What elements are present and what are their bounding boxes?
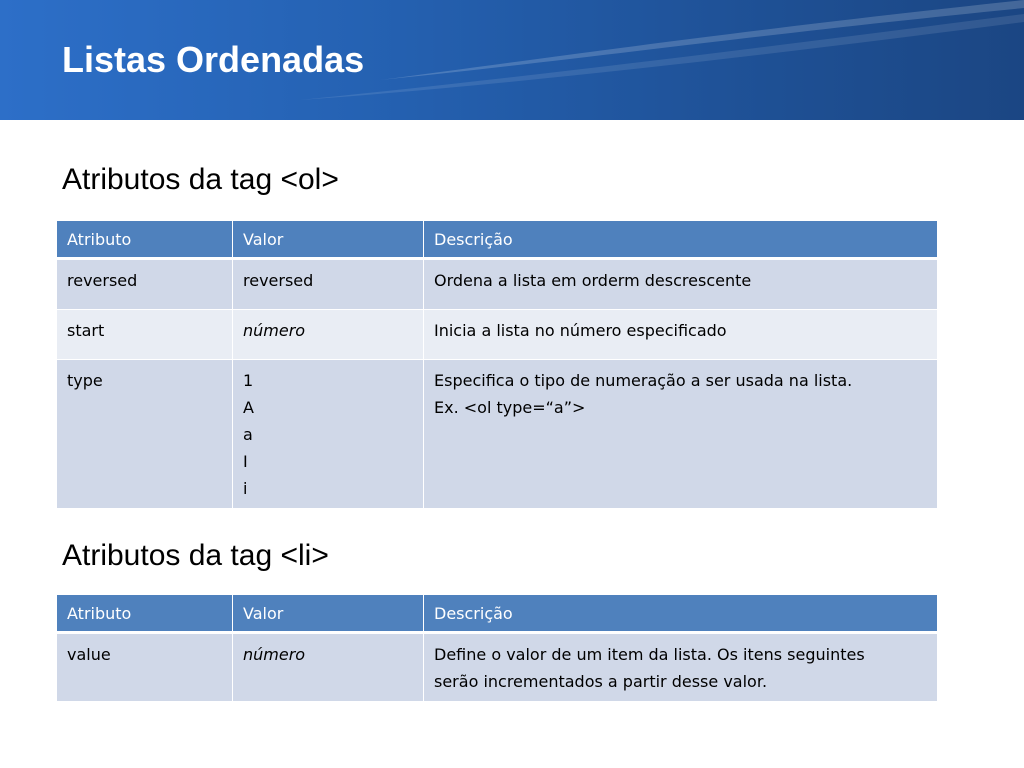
ol-attributes-table — [56, 220, 938, 509]
column-header-value: Valor — [233, 221, 424, 259]
value-cell — [233, 360, 424, 509]
description-cell: Ordena a lista em orderm descrescente — [424, 259, 938, 310]
table-row — [57, 633, 938, 702]
description-line: Define o valor de um item da lista. Os itens seguintes — [434, 645, 865, 664]
li-attributes-table — [56, 594, 938, 702]
column-header-attribute: Atributo — [57, 595, 233, 633]
section-heading-li: Atributos da tag <li> — [62, 539, 329, 572]
value-cell: reversed — [233, 259, 424, 310]
value-cell: número — [233, 633, 424, 702]
value-option: 1 — [243, 371, 254, 390]
description-line: Especifica o tipo de numeração a ser usada na lista. — [434, 371, 853, 390]
table-header-row — [57, 595, 938, 633]
attribute-cell: reversed — [57, 259, 233, 310]
attribute-cell: value — [57, 633, 233, 702]
description-cell — [424, 360, 938, 509]
table-row — [57, 360, 938, 509]
column-header-value: Valor — [233, 595, 424, 633]
attribute-cell: type — [57, 360, 233, 509]
section-heading-ol: Atributos da tag <ol> — [62, 163, 339, 196]
table-row — [57, 310, 938, 360]
value-cell: número — [233, 310, 424, 360]
table-row — [57, 259, 938, 310]
value-option: I — [243, 452, 248, 471]
column-header-description: Descrição — [424, 221, 938, 259]
title-bar — [0, 0, 1024, 120]
description-cell — [424, 633, 938, 702]
value-option: a — [243, 425, 253, 444]
slide-title: Listas Ordenadas — [62, 39, 365, 80]
value-option: A — [243, 398, 254, 417]
attribute-cell: start — [57, 310, 233, 360]
value-option: i — [243, 479, 248, 498]
description-line: Ex. <ol type=“a”> — [434, 398, 586, 417]
description-line: serão incrementados a partir desse valor. — [434, 672, 768, 691]
description-cell: Inicia a lista no número especificado — [424, 310, 938, 360]
table-header-row — [57, 221, 938, 259]
column-header-attribute: Atributo — [57, 221, 233, 259]
column-header-description: Descrição — [424, 595, 938, 633]
